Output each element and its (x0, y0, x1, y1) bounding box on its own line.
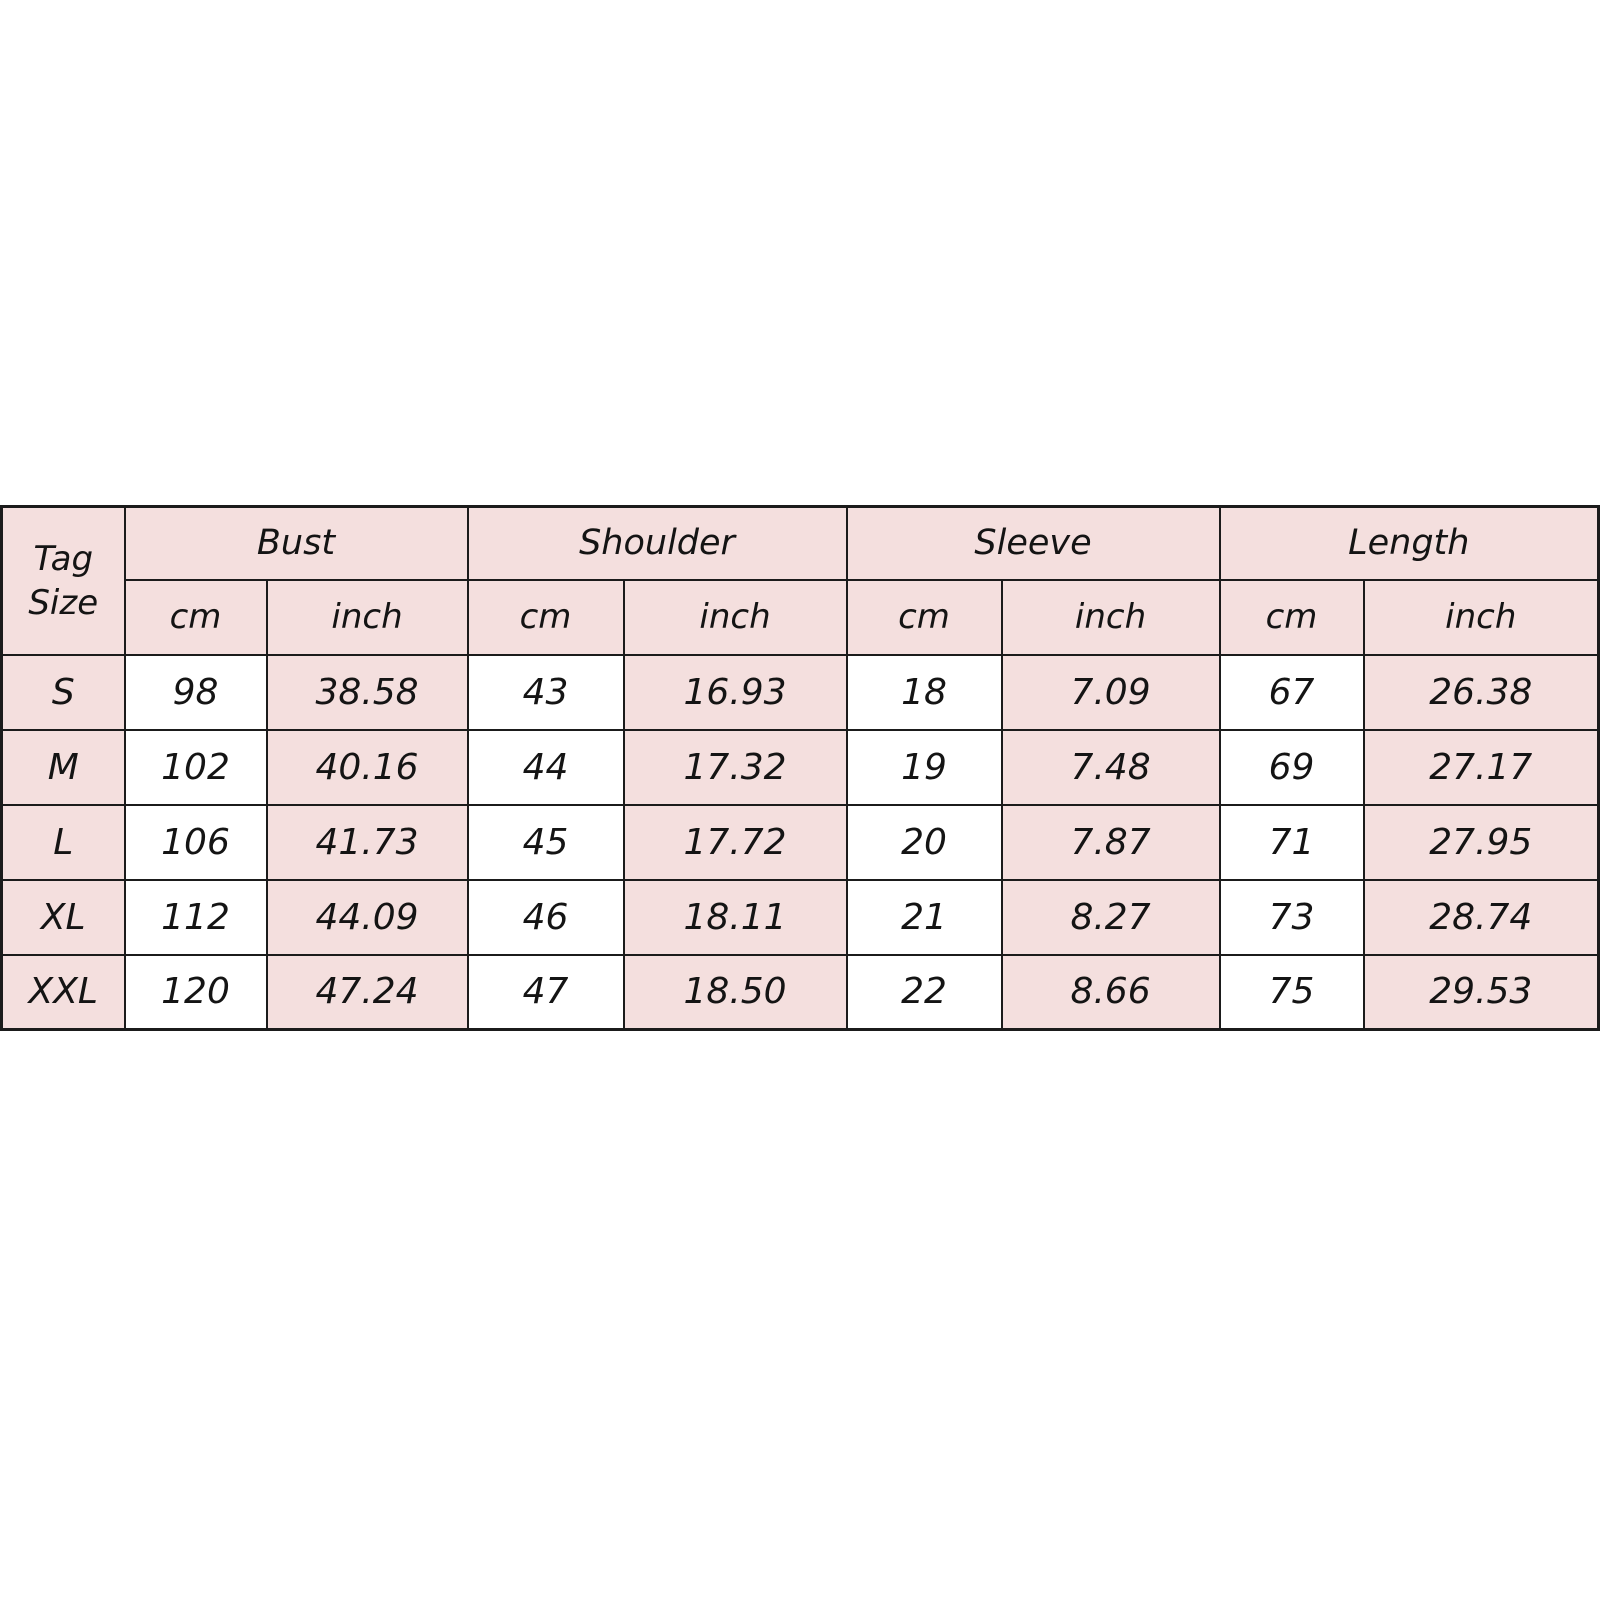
size-chart-table (0, 505, 1600, 1031)
cell-sleeve-inch: 7.87 (1002, 805, 1220, 880)
unit-header-length-cm: cm (1220, 580, 1364, 655)
unit-header-bust-inch: inch (267, 580, 468, 655)
cell-bust-cm: 102 (125, 730, 267, 805)
header-group-row (2, 507, 1599, 580)
cell-shoulder-cm: 46 (468, 880, 624, 955)
group-header-sleeve: Sleeve (847, 507, 1220, 580)
unit-header-shoulder-inch: inch (624, 580, 847, 655)
cell-bust-inch: 41.73 (267, 805, 468, 880)
corner-header-line2: Size (28, 582, 99, 623)
table-row-m (2, 730, 1599, 805)
table-row-xxl (2, 955, 1599, 1030)
cell-sleeve-cm: 18 (847, 655, 1002, 730)
header-unit-row (2, 580, 1599, 655)
cell-shoulder-cm: 47 (468, 955, 624, 1030)
cell-sleeve-cm: 19 (847, 730, 1002, 805)
cell-length-cm: 75 (1220, 955, 1364, 1030)
cell-shoulder-inch: 18.11 (624, 880, 847, 955)
cell-length-inch: 29.53 (1364, 955, 1599, 1030)
cell-bust-inch: 40.16 (267, 730, 468, 805)
cell-bust-inch: 44.09 (267, 880, 468, 955)
unit-header-shoulder-cm: cm (468, 580, 624, 655)
cell-shoulder-inch: 17.32 (624, 730, 847, 805)
size-label: S (2, 655, 125, 730)
cell-sleeve-cm: 21 (847, 880, 1002, 955)
cell-sleeve-inch: 7.48 (1002, 730, 1220, 805)
cell-length-cm: 73 (1220, 880, 1364, 955)
table-row-xl (2, 880, 1599, 955)
group-header-length: Length (1220, 507, 1599, 580)
cell-shoulder-inch: 18.50 (624, 955, 847, 1030)
cell-shoulder-cm: 44 (468, 730, 624, 805)
cell-length-cm: 71 (1220, 805, 1364, 880)
cell-bust-cm: 120 (125, 955, 267, 1030)
cell-length-inch: 28.74 (1364, 880, 1599, 955)
cell-length-inch: 26.38 (1364, 655, 1599, 730)
table-row-s (2, 655, 1599, 730)
size-label: M (2, 730, 125, 805)
group-header-bust: Bust (125, 507, 468, 580)
cell-bust-cm: 106 (125, 805, 267, 880)
cell-bust-cm: 112 (125, 880, 267, 955)
size-label: L (2, 805, 125, 880)
unit-header-sleeve-cm: cm (847, 580, 1002, 655)
cell-sleeve-cm: 22 (847, 955, 1002, 1030)
cell-bust-cm: 98 (125, 655, 267, 730)
cell-length-inch: 27.95 (1364, 805, 1599, 880)
cell-sleeve-inch: 8.66 (1002, 955, 1220, 1030)
size-chart (0, 505, 1597, 1031)
cell-shoulder-inch: 17.72 (624, 805, 847, 880)
cell-shoulder-inch: 16.93 (624, 655, 847, 730)
size-label: XL (2, 880, 125, 955)
cell-shoulder-cm: 45 (468, 805, 624, 880)
cell-sleeve-cm: 20 (847, 805, 1002, 880)
table-row-l (2, 805, 1599, 880)
cell-shoulder-cm: 43 (468, 655, 624, 730)
cell-bust-inch: 38.58 (267, 655, 468, 730)
unit-header-bust-cm: cm (125, 580, 267, 655)
cell-length-cm: 67 (1220, 655, 1364, 730)
cell-length-cm: 69 (1220, 730, 1364, 805)
size-label: XXL (2, 955, 125, 1030)
cell-length-inch: 27.17 (1364, 730, 1599, 805)
cell-sleeve-inch: 7.09 (1002, 655, 1220, 730)
cell-bust-inch: 47.24 (267, 955, 468, 1030)
unit-header-length-inch: inch (1364, 580, 1599, 655)
cell-sleeve-inch: 8.27 (1002, 880, 1220, 955)
corner-header-cell (2, 507, 125, 655)
unit-header-sleeve-inch: inch (1002, 580, 1220, 655)
group-header-shoulder: Shoulder (468, 507, 847, 580)
corner-header-line1: Tag (33, 538, 94, 579)
